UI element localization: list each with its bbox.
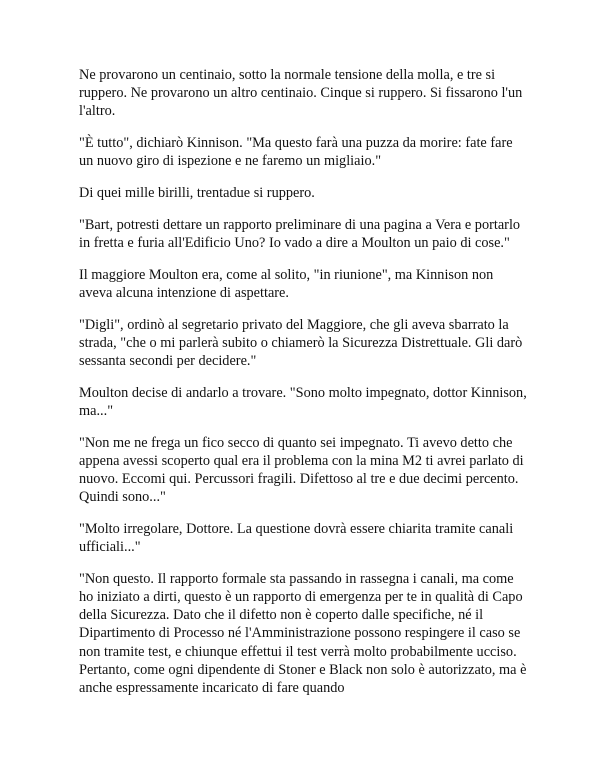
- paragraph: "Non questo. Il rapporto formale sta passando in rassegna i canali, ma come ho iniziato a dirti, questo è un rapporto di emergenza per te in qualità di Capo della Sicurezza. Dato che il difetto non è coperto dalle specifiche, né il Dipartimento di Processo né l'Amministrazione possono respingere il caso se non tramite test, e chiunque effettui il test verrà molto probabilmente ucciso. Pertanto, come ogni dipendente di Stoner e Black non solo è autorizzato, ma è anche espressamente incaricato di fare quando: [79, 570, 527, 696]
- paragraph: Il maggiore Moulton era, come al solito, "in riunione", ma Kinnison non aveva alcuna intenzione di aspettare.: [79, 266, 494, 301]
- paragraph: Ne provarono un centinaio, sotto la normale tensione della molla, e tre si ruppero. Ne provarono un altro centinaio. Cinque si ruppero. Si fissarono l'un l'altro.: [79, 67, 523, 120]
- paragraph: Di quei mille birilli, trentadue si ruppero.: [79, 185, 315, 202]
- text-body: [79, 66, 529, 711]
- paragraph: "Molto irregolare, Dottore. La questione dovrà essere chiarita tramite canali ufficiali...": [79, 520, 514, 556]
- paragraph: "Bart, potresti dettare un rapporto preliminare di una pagina a Vera e portarlo in fretta e furia all'Edificio Uno? Io vado a dire a Moulton un paio di cose.": [79, 216, 521, 251]
- paragraph: "Non me ne frega un fico secco di quanto sei impegnato. Ti avevo detto che appena avessi scoperto qual era il problema con la mina M2 ti avrei parlato di nuovo. Eccomi qui. Percussori fragili. Difettoso al tre e due decimi percento. Quindi sono...": [79, 434, 524, 506]
- paragraph: "Digli", ordinò al segretario privato del Maggiore, che gli aveva sbarrato la strada, "che o mi parlerà subito o chiamerò la Sicurezza Distrettuale. Gli darò sessanta secondi per decidere.": [79, 316, 523, 369]
- paragraph: "È tutto", dichiarò Kinnison. "Ma questo farà una puzza da morire: fate fare un nuovo giro di ispezione e ne faremo un migliaio.": [79, 135, 513, 170]
- paragraph: Moulton decise di andarlo a trovare. "Sono molto impegnato, dottor Kinnison, ma...": [79, 384, 527, 419]
